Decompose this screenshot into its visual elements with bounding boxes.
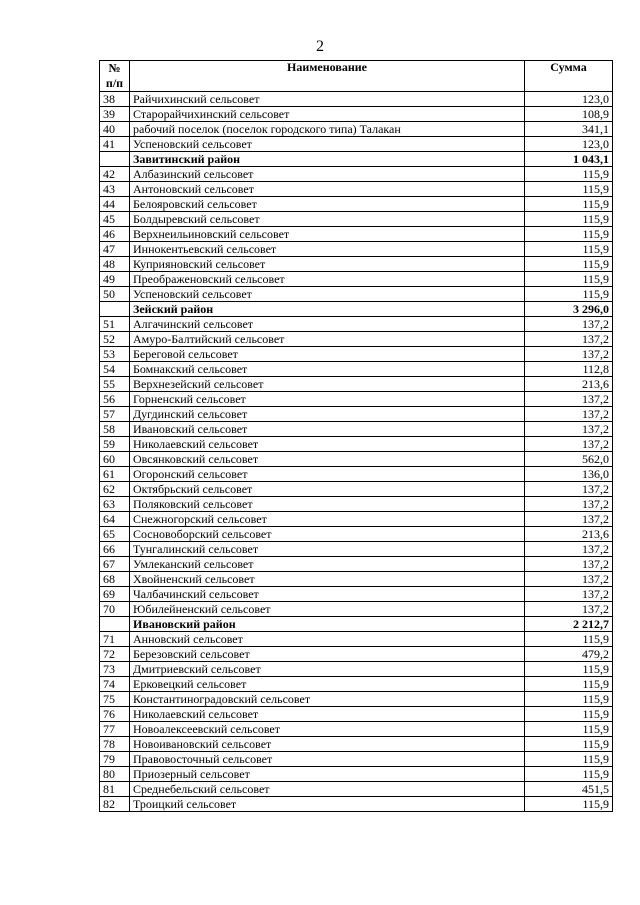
row-number: 58 bbox=[100, 422, 130, 437]
row-sum: 137,2 bbox=[525, 602, 613, 617]
table-row bbox=[100, 92, 613, 107]
table-row bbox=[100, 437, 613, 452]
row-number: 76 bbox=[100, 707, 130, 722]
table-row bbox=[100, 287, 613, 302]
row-sum: 137,2 bbox=[525, 392, 613, 407]
row-number: 59 bbox=[100, 437, 130, 452]
row-number: 43 bbox=[100, 182, 130, 197]
settlement-name: Бомнакский сельсовет bbox=[130, 362, 525, 377]
settlement-name: Старорайчихинский сельсовет bbox=[130, 107, 525, 122]
settlement-name: Ивановский сельсовет bbox=[130, 422, 525, 437]
table-row bbox=[100, 677, 613, 692]
row-sum: 137,2 bbox=[525, 422, 613, 437]
table-row bbox=[100, 752, 613, 767]
row-number: 53 bbox=[100, 347, 130, 362]
row-number: 74 bbox=[100, 677, 130, 692]
settlement-name: Антоновский сельсовет bbox=[130, 182, 525, 197]
settlement-name: Огоронский сельсовет bbox=[130, 467, 525, 482]
row-number: 63 bbox=[100, 497, 130, 512]
table-row bbox=[100, 242, 613, 257]
table-row bbox=[100, 572, 613, 587]
settlement-name: Алгачинский сельсовет bbox=[130, 317, 525, 332]
settlement-name: Константиноградовский сельсовет bbox=[130, 692, 525, 707]
row-number: 73 bbox=[100, 662, 130, 677]
settlement-name: Снежногорский сельсовет bbox=[130, 512, 525, 527]
column-header-number-line1: № bbox=[108, 61, 121, 75]
district-name: Завитинский район bbox=[130, 152, 525, 167]
settlement-name: Правовосточный сельсовет bbox=[130, 752, 525, 767]
row-number: 75 bbox=[100, 692, 130, 707]
table-row bbox=[100, 782, 613, 797]
settlement-name: Райчихинский сельсовет bbox=[130, 92, 525, 107]
column-header-name: Наименование bbox=[130, 61, 525, 92]
row-sum: 115,9 bbox=[525, 227, 613, 242]
row-sum: 115,9 bbox=[525, 797, 613, 812]
settlement-name: Горненский сельсовет bbox=[130, 392, 525, 407]
table-row bbox=[100, 557, 613, 572]
table-row bbox=[100, 632, 613, 647]
district-sum: 1 043,1 bbox=[525, 152, 613, 167]
settlement-name: Умлеканский сельсовет bbox=[130, 557, 525, 572]
table-row bbox=[100, 272, 613, 287]
row-sum: 115,9 bbox=[525, 242, 613, 257]
row-number: 52 bbox=[100, 332, 130, 347]
row-sum: 115,9 bbox=[525, 632, 613, 647]
row-sum: 137,2 bbox=[525, 332, 613, 347]
row-number: 81 bbox=[100, 782, 130, 797]
row-sum: 108,9 bbox=[525, 107, 613, 122]
table-row bbox=[100, 497, 613, 512]
row-number: 51 bbox=[100, 317, 130, 332]
row-sum: 115,9 bbox=[525, 197, 613, 212]
row-number: 60 bbox=[100, 452, 130, 467]
row-number: 78 bbox=[100, 737, 130, 752]
row-number: 48 bbox=[100, 257, 130, 272]
row-number: 38 bbox=[100, 92, 130, 107]
table-row bbox=[100, 707, 613, 722]
settlement-name: Преображеновский сельсовет bbox=[130, 272, 525, 287]
table-row bbox=[100, 212, 613, 227]
table-row bbox=[100, 422, 613, 437]
row-number: 70 bbox=[100, 602, 130, 617]
table-row bbox=[100, 257, 613, 272]
row-number: 66 bbox=[100, 542, 130, 557]
row-sum: 137,2 bbox=[525, 482, 613, 497]
table-row bbox=[100, 392, 613, 407]
table-row bbox=[100, 527, 613, 542]
row-sum: 137,2 bbox=[525, 317, 613, 332]
table-row bbox=[100, 347, 613, 362]
table-header-row bbox=[100, 61, 613, 92]
row-sum: 562,0 bbox=[525, 452, 613, 467]
settlement-name: Поляковский сельсовет bbox=[130, 497, 525, 512]
row-number: 54 bbox=[100, 362, 130, 377]
row-sum: 479,2 bbox=[525, 647, 613, 662]
district-row bbox=[100, 302, 613, 317]
table-row bbox=[100, 482, 613, 497]
row-number: 80 bbox=[100, 767, 130, 782]
row-sum: 123,0 bbox=[525, 92, 613, 107]
settlement-name: Тунгалинский сельсовет bbox=[130, 542, 525, 557]
row-sum: 137,2 bbox=[525, 497, 613, 512]
table-row bbox=[100, 407, 613, 422]
row-number bbox=[100, 302, 130, 317]
settlement-name: Анновский сельсовет bbox=[130, 632, 525, 647]
settlement-name: Октябрьский сельсовет bbox=[130, 482, 525, 497]
settlement-name: Троицкий сельсовет bbox=[130, 797, 525, 812]
table-row bbox=[100, 587, 613, 602]
table-row bbox=[100, 797, 613, 812]
row-number: 77 bbox=[100, 722, 130, 737]
row-number: 79 bbox=[100, 752, 130, 767]
row-sum: 115,9 bbox=[525, 662, 613, 677]
district-row bbox=[100, 152, 613, 167]
table-row bbox=[100, 122, 613, 137]
row-sum: 213,6 bbox=[525, 527, 613, 542]
row-number: 82 bbox=[100, 797, 130, 812]
row-number: 45 bbox=[100, 212, 130, 227]
row-number: 42 bbox=[100, 167, 130, 182]
row-number bbox=[100, 152, 130, 167]
row-sum: 115,9 bbox=[525, 167, 613, 182]
row-number: 62 bbox=[100, 482, 130, 497]
row-number: 56 bbox=[100, 392, 130, 407]
table-row bbox=[100, 692, 613, 707]
district-sum: 2 212,7 bbox=[525, 617, 613, 632]
row-number: 57 bbox=[100, 407, 130, 422]
table-row bbox=[100, 737, 613, 752]
settlement-name: Иннокентьевский сельсовет bbox=[130, 242, 525, 257]
district-name: Ивановский район bbox=[130, 617, 525, 632]
settlement-name: Сосновоборский сельсовет bbox=[130, 527, 525, 542]
table-row bbox=[100, 512, 613, 527]
district-name: Зейский район bbox=[130, 302, 525, 317]
table-row bbox=[100, 452, 613, 467]
settlement-name: Успеновский сельсовет bbox=[130, 287, 525, 302]
row-sum: 115,9 bbox=[525, 212, 613, 227]
row-sum: 115,9 bbox=[525, 722, 613, 737]
table-row bbox=[100, 662, 613, 677]
table-row bbox=[100, 647, 613, 662]
table-row bbox=[100, 722, 613, 737]
row-number: 46 bbox=[100, 227, 130, 242]
table-row bbox=[100, 137, 613, 152]
table-row bbox=[100, 467, 613, 482]
settlement-name: Дугдинский сельсовет bbox=[130, 407, 525, 422]
row-sum: 137,2 bbox=[525, 587, 613, 602]
table-row bbox=[100, 197, 613, 212]
row-sum: 115,9 bbox=[525, 752, 613, 767]
row-sum: 451,5 bbox=[525, 782, 613, 797]
row-sum: 137,2 bbox=[525, 572, 613, 587]
row-number: 72 bbox=[100, 647, 130, 662]
row-number bbox=[100, 617, 130, 632]
settlement-name: Хвойненский сельсовет bbox=[130, 572, 525, 587]
table-body bbox=[100, 92, 613, 812]
row-sum: 123,0 bbox=[525, 137, 613, 152]
table-row bbox=[100, 227, 613, 242]
row-sum: 115,9 bbox=[525, 272, 613, 287]
settlement-name: Ерковецкий сельсовет bbox=[130, 677, 525, 692]
column-header-sum: Сумма bbox=[525, 61, 613, 92]
row-sum: 136,0 bbox=[525, 467, 613, 482]
row-number: 39 bbox=[100, 107, 130, 122]
row-sum: 137,2 bbox=[525, 557, 613, 572]
row-sum: 137,2 bbox=[525, 407, 613, 422]
settlement-name: Береговой сельсовет bbox=[130, 347, 525, 362]
row-number: 71 bbox=[100, 632, 130, 647]
settlement-name: рабочий поселок (поселок городского типа) Талакан bbox=[130, 122, 525, 137]
table-row bbox=[100, 602, 613, 617]
settlement-name: Чалбачинский сельсовет bbox=[130, 587, 525, 602]
table-row bbox=[100, 167, 613, 182]
row-number: 69 bbox=[100, 587, 130, 602]
table-row bbox=[100, 332, 613, 347]
row-number: 68 bbox=[100, 572, 130, 587]
row-number: 47 bbox=[100, 242, 130, 257]
settlement-name: Овсянковский сельсовет bbox=[130, 452, 525, 467]
row-sum: 115,9 bbox=[525, 182, 613, 197]
settlement-name: Албазинский сельсовет bbox=[130, 167, 525, 182]
table-row bbox=[100, 317, 613, 332]
row-sum: 115,9 bbox=[525, 677, 613, 692]
row-number: 61 bbox=[100, 467, 130, 482]
settlement-name: Верхнезейский сельсовет bbox=[130, 377, 525, 392]
row-sum: 115,9 bbox=[525, 767, 613, 782]
row-sum: 341,1 bbox=[525, 122, 613, 137]
settlement-name: Дмитриевский сельсовет bbox=[130, 662, 525, 677]
table-row bbox=[100, 542, 613, 557]
settlement-name: Березовский сельсовет bbox=[130, 647, 525, 662]
row-number: 50 bbox=[100, 287, 130, 302]
row-sum: 137,2 bbox=[525, 542, 613, 557]
table-row bbox=[100, 767, 613, 782]
settlement-name: Белояровский сельсовет bbox=[130, 197, 525, 212]
row-number: 67 bbox=[100, 557, 130, 572]
settlement-name: Куприяновский сельсовет bbox=[130, 257, 525, 272]
settlement-name: Успеновский сельсовет bbox=[130, 137, 525, 152]
settlement-name: Новоалексеевский сельсовет bbox=[130, 722, 525, 737]
allocation-table bbox=[99, 60, 613, 812]
row-sum: 137,2 bbox=[525, 437, 613, 452]
column-header-number-line2: п/п bbox=[105, 76, 124, 90]
row-number: 44 bbox=[100, 197, 130, 212]
settlement-name: Николаевский сельсовет bbox=[130, 437, 525, 452]
row-number: 65 bbox=[100, 527, 130, 542]
row-sum: 213,6 bbox=[525, 377, 613, 392]
row-sum: 115,9 bbox=[525, 257, 613, 272]
row-sum: 137,2 bbox=[525, 512, 613, 527]
row-sum: 115,9 bbox=[525, 737, 613, 752]
row-number: 55 bbox=[100, 377, 130, 392]
settlement-name: Приозерный сельсовет bbox=[130, 767, 525, 782]
settlement-name: Николаевский сельсовет bbox=[130, 707, 525, 722]
settlement-name: Юбилейненский сельсовет bbox=[130, 602, 525, 617]
row-sum: 115,9 bbox=[525, 287, 613, 302]
table-row bbox=[100, 362, 613, 377]
table-row bbox=[100, 107, 613, 122]
settlement-name: Верхнеильиновский сельсовет bbox=[130, 227, 525, 242]
row-sum: 137,2 bbox=[525, 347, 613, 362]
district-row bbox=[100, 617, 613, 632]
settlement-name: Амуро-Балтийский сельсовет bbox=[130, 332, 525, 347]
row-sum: 112,8 bbox=[525, 362, 613, 377]
page-number: 2 bbox=[316, 38, 324, 55]
table-row bbox=[100, 182, 613, 197]
row-number: 40 bbox=[100, 122, 130, 137]
table-row bbox=[100, 377, 613, 392]
settlement-name: Болдыревский сельсовет bbox=[130, 212, 525, 227]
row-sum: 115,9 bbox=[525, 707, 613, 722]
row-number: 49 bbox=[100, 272, 130, 287]
settlement-name: Среднебельский сельсовет bbox=[130, 782, 525, 797]
row-sum: 115,9 bbox=[525, 692, 613, 707]
column-header-number bbox=[100, 61, 130, 92]
row-number: 64 bbox=[100, 512, 130, 527]
row-number: 41 bbox=[100, 137, 130, 152]
district-sum: 3 296,0 bbox=[525, 302, 613, 317]
settlement-name: Новоивановский сельсовет bbox=[130, 737, 525, 752]
